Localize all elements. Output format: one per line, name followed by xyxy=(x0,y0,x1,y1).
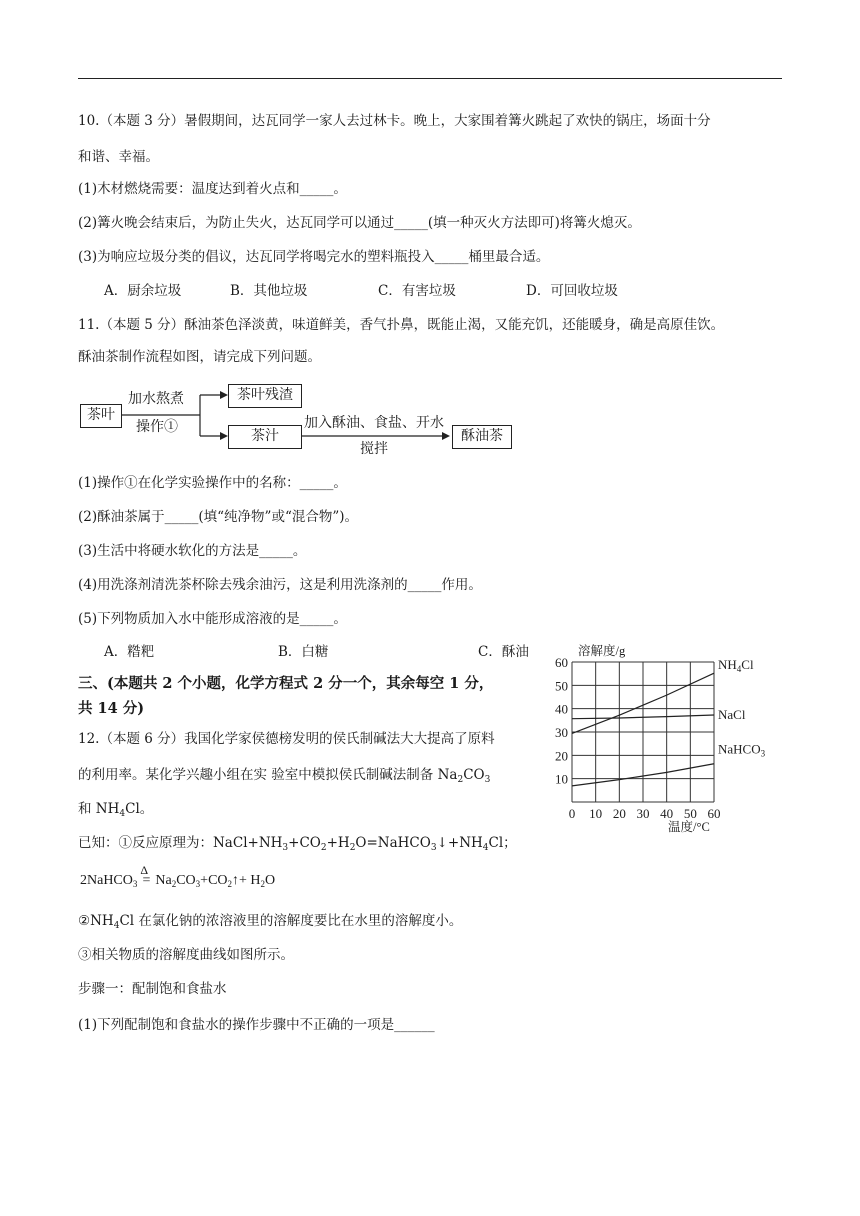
x-tick-label: 0 xyxy=(568,806,576,821)
series-label-nahco3: NaHCO$_3$ xyxy=(718,741,766,759)
flow-box-residue: 茶叶残渣 xyxy=(228,384,302,408)
q10-part1: (1)木材燃烧需要：温度达到着火点和_____。 xyxy=(78,181,347,197)
q12-known1: 已知：①反应原理为：$NaCl+NH_3+CO_2+H_2O=NaHCO_3↓+NH_4Cl$； xyxy=(78,835,517,853)
x-tick-label: 50 xyxy=(683,806,697,821)
y-tick-label: 50 xyxy=(555,678,568,694)
q10-stem-line2: 和谐、幸福。 xyxy=(78,149,159,165)
section3-heading-line1: 三、(本题共 2 个小题，化学方程式 2 分一个，其余每空 1 分， xyxy=(78,675,494,692)
flow-box-tea-leaves: 茶叶 xyxy=(80,404,122,428)
q11-stem-line1: 11.（本题 5 分）酥油茶色泽淡黄，味道鲜美，香气扑鼻，既能止渴，又能充饥，还能暖身，确是高原佳饮。 xyxy=(78,317,725,333)
q10-part2: (2)篝火晚会结束后，为防止失火，达瓦同学可以通过_____(填一种灭火方法即可)将篝火熄灭。 xyxy=(78,215,641,231)
y-tick-label: 10 xyxy=(555,771,568,787)
q12-stem-line3: 和 $NH_4Cl$。 xyxy=(78,801,154,819)
q11-option-b: B．白糖 xyxy=(278,644,329,660)
section3-heading-line2: 共 14 分) xyxy=(78,700,145,717)
q10-stem-line1: 10.（本题 3 分）暑假期间，达瓦同学一家人去过林卡。晚上，大家围着篝火跳起了欢快的锅庄，场面十分 xyxy=(78,113,711,129)
q12-step1: 步骤一：配制饱和食盐水 xyxy=(78,981,227,997)
series-label-nacl: NaCl xyxy=(718,706,746,722)
series-label-nh4cl: $NH_4Cl$ xyxy=(718,657,754,675)
flow-box-product: 酥油茶 xyxy=(452,425,512,449)
flow-step2-top: 加入酥油、食盐、开水 xyxy=(304,415,444,431)
q11-option-c: C．酥油 xyxy=(478,644,529,660)
q10-option-a: A．厨余垃圾 xyxy=(104,283,182,299)
q11-part1: (1)操作①在化学实验操作中的名称：_____。 xyxy=(78,475,347,491)
y-tick-label: 30 xyxy=(555,725,568,740)
x-tick-label: 60 xyxy=(707,806,721,821)
chart-xlabel: 温度/°C xyxy=(668,820,710,834)
q12-equation: 2NaHCO$_3$ Δ = $Na_2CO_3+CO_2↑+ H_2O$ xyxy=(80,863,276,889)
q11-stem-line2: 酥油茶制作流程如图，请完成下列问题。 xyxy=(78,349,321,365)
q11-part5: (5)下列物质加入水中能形成溶液的是_____。 xyxy=(78,611,347,627)
q11-option-a: A．糌粑 xyxy=(104,644,155,660)
q10-option-c: C．有害垃圾 xyxy=(378,283,456,299)
q11-part4: (4)用洗涤剂清洗茶杯除去残余油污，这是利用洗涤剂的_____作用。 xyxy=(78,577,482,593)
q12-known3: ③相关物质的溶解度曲线如图所示。 xyxy=(78,947,294,963)
solubility-chart xyxy=(540,640,800,830)
x-tick-label: 40 xyxy=(660,806,674,821)
flow-step1-bottom: 操作① xyxy=(136,419,178,435)
y-tick-label: 60 xyxy=(555,655,568,670)
q12-stem-line1: 12.（本题 6 分）我国化学家侯德榜发明的侯氏制碱法大大提高了原料 xyxy=(78,731,495,747)
x-tick-label: 20 xyxy=(612,806,626,821)
q10-part3: (3)为响应垃圾分类的倡议，达瓦同学将喝完水的塑料瓶投入_____桶里最合适。 xyxy=(78,249,550,265)
chart-ylabel: 溶解度/g xyxy=(578,644,626,658)
q11-part3: (3)生活中将硬水软化的方法是_____。 xyxy=(78,543,307,559)
q12-known2: $②NH_4Cl$ 在氯化钠的浓溶液里的溶解度要比在水里的溶解度小。 xyxy=(78,913,463,931)
q12-part1: (1)下列配制饱和食盐水的操作步骤中不正确的一项是______ xyxy=(78,1017,435,1033)
flow-step1-top: 加水熬煮 xyxy=(128,391,184,407)
x-tick-label: 30 xyxy=(636,806,650,821)
q10-option-d: D．可回收垃圾 xyxy=(526,283,618,299)
flow-box-juice: 茶汁 xyxy=(228,425,302,449)
x-tick-label: 10 xyxy=(589,806,603,821)
q10-option-b: B．其他垃圾 xyxy=(230,283,308,299)
y-tick-label: 40 xyxy=(555,701,568,717)
y-tick-label: 20 xyxy=(555,748,568,764)
q12-stem-line2: 的利用率。某化学兴趣小组在实 验室中模拟侯氏制碱法制备 $Na_2CO_3$ xyxy=(78,767,491,785)
flow-step2-bottom: 搅拌 xyxy=(360,441,388,457)
q11-part2: (2)酥油茶属于_____(填“纯净物”或“混合物”)。 xyxy=(78,509,359,525)
